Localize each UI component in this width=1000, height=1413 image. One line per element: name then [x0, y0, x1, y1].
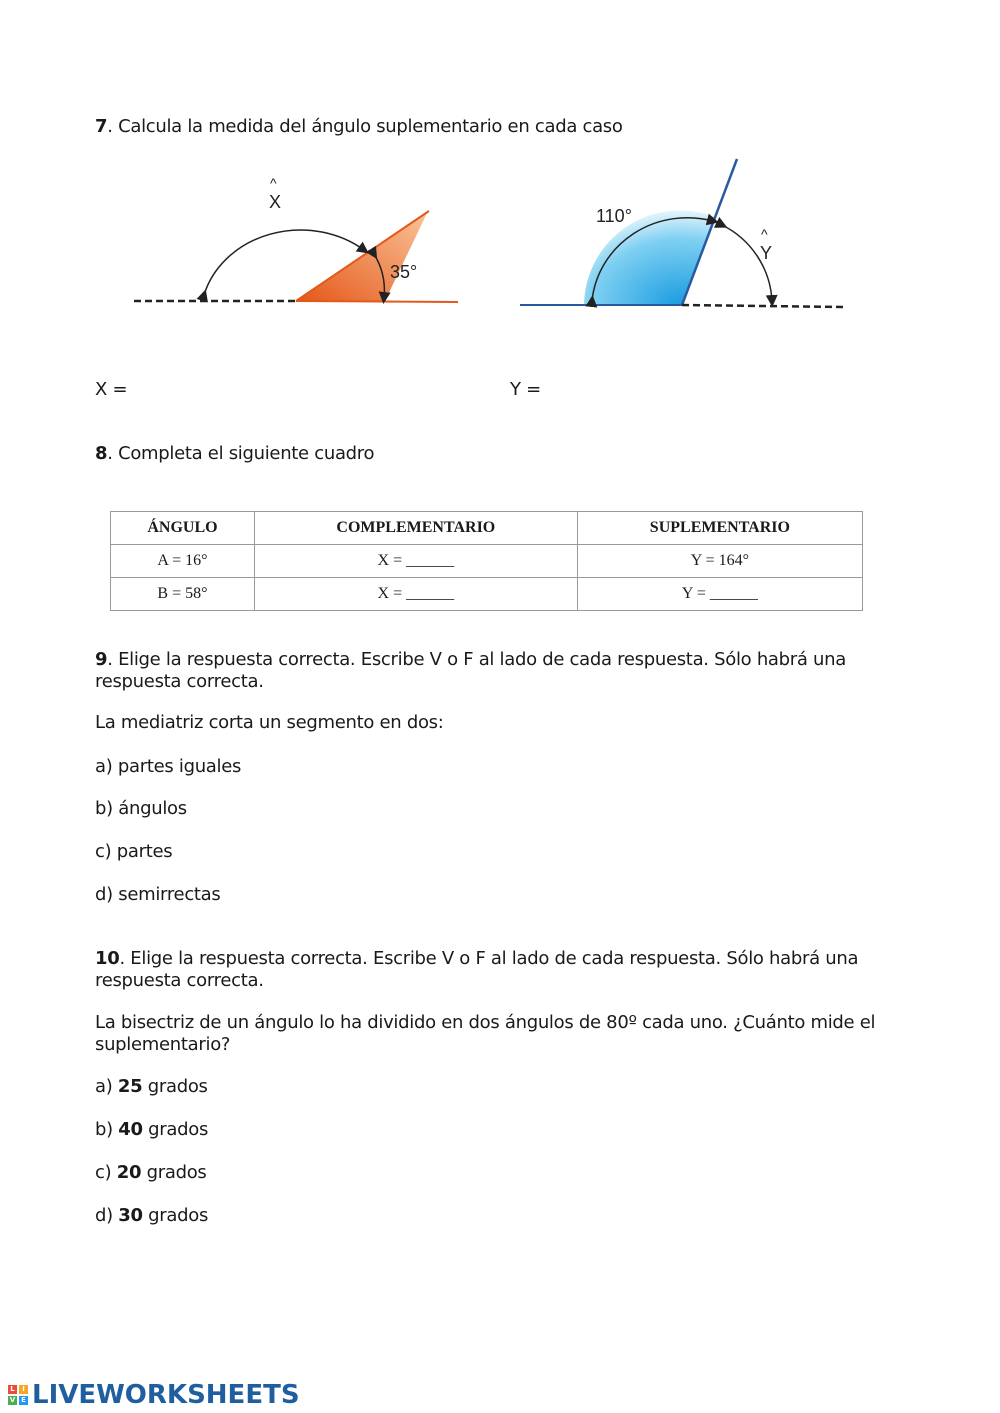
q10-prompt-line1: La bisectriz de un ángulo lo ha dividido en dos ángulos de 80º cada uno. ¿Cuánto mide el — [95, 1012, 876, 1033]
cell-complement-a[interactable]: X = ______ — [254, 545, 577, 578]
q9-option-d[interactable]: d) semirrectas — [95, 884, 221, 905]
q10-text-line1: . Elige la respuesta correcta. Escribe V o F al lado de cada respuesta. Sólo habrá una — [119, 948, 859, 969]
q10-option-c[interactable] — [95, 1162, 207, 1184]
table-row — [111, 545, 863, 578]
cell-angle-a: A = 16° — [111, 545, 255, 578]
q7-text: . Calcula la medida del ángulo suplementario en cada caso — [107, 116, 623, 137]
q10-heading-line2: respuesta correcta. — [95, 970, 264, 991]
q10-option-a[interactable] — [95, 1076, 208, 1098]
q9-heading-line1 — [95, 649, 846, 671]
option-prefix: d) — [95, 1205, 119, 1226]
q9-option-b[interactable]: b) ángulos — [95, 798, 187, 819]
label-y: Y — [760, 243, 773, 263]
q7-number: 7 — [95, 116, 108, 137]
hat-y: ^ — [761, 226, 768, 242]
q9-option-a[interactable]: a) partes iguales — [95, 756, 242, 777]
table-header-row — [111, 512, 863, 545]
answer-y-label: Y = — [510, 379, 541, 400]
logo-mark-v: V — [9, 1396, 16, 1404]
cell-complement-b[interactable]: X = ______ — [254, 578, 577, 611]
option-value: 25 — [117, 1076, 143, 1097]
q10-prompt-line2: suplementario? — [95, 1034, 231, 1055]
option-value: 20 — [116, 1162, 142, 1183]
q8-number: 8 — [95, 443, 108, 464]
option-suffix: grados — [142, 1205, 209, 1226]
q10-option-d[interactable] — [95, 1205, 208, 1227]
option-value: 40 — [118, 1119, 143, 1140]
q9-text-line1: . Elige la respuesta correcta. Escribe V o F al lado de cada respuesta. Sólo habrá una — [107, 649, 846, 670]
logo-mark-i: I — [19, 1385, 28, 1394]
q9-option-c[interactable]: c) partes — [95, 841, 173, 862]
logo-mark-e: E — [19, 1396, 28, 1405]
option-prefix: a) — [95, 1076, 118, 1097]
answer-x-label: X = — [95, 379, 128, 400]
cell-angle-b: B = 58° — [111, 578, 255, 611]
hat-x: ^ — [270, 175, 277, 191]
angle-table — [110, 511, 863, 611]
option-value: 30 — [118, 1205, 143, 1226]
q8-text: . Completa el siguiente cuadro — [107, 443, 375, 464]
header-suplementario: SUPLEMENTARIO — [577, 512, 862, 545]
cell-supplement-b[interactable]: Y = ______ — [577, 578, 862, 611]
table-row — [111, 578, 863, 611]
logo-mark-icon — [8, 1385, 28, 1405]
q8-heading — [95, 443, 374, 465]
cell-supplement-a: Y = 164° — [577, 545, 862, 578]
orange-ray-base — [296, 301, 458, 302]
logo-mark-l: L — [8, 1385, 17, 1394]
label-35: 35° — [390, 262, 418, 282]
q10-option-b[interactable] — [95, 1119, 208, 1141]
liveworksheets-logo — [8, 1380, 300, 1410]
q10-heading-line1 — [95, 948, 858, 970]
option-suffix: grados — [142, 1119, 209, 1140]
label-110: 110° — [596, 206, 632, 226]
option-suffix: grados — [142, 1076, 208, 1097]
figure-angle-35 — [120, 170, 480, 320]
option-suffix: grados — [141, 1162, 207, 1183]
figure-angle-110 — [510, 155, 860, 320]
option-prefix: b) — [95, 1119, 119, 1140]
header-complementario: COMPLEMENTARIO — [254, 512, 577, 545]
q9-heading-line2: respuesta correcta. — [95, 671, 264, 692]
q9-number: 9 — [95, 649, 108, 670]
q9-prompt: La mediatriz corta un segmento en dos: — [95, 712, 444, 733]
header-angulo: ÁNGULO — [111, 512, 255, 545]
label-x: X — [269, 192, 282, 212]
q7-heading — [95, 116, 623, 138]
q10-number: 10 — [95, 948, 120, 969]
option-prefix: c) — [95, 1162, 117, 1183]
dashed-extension — [682, 305, 844, 307]
logo-text: LIVEWORKSHEETS — [32, 1380, 300, 1410]
